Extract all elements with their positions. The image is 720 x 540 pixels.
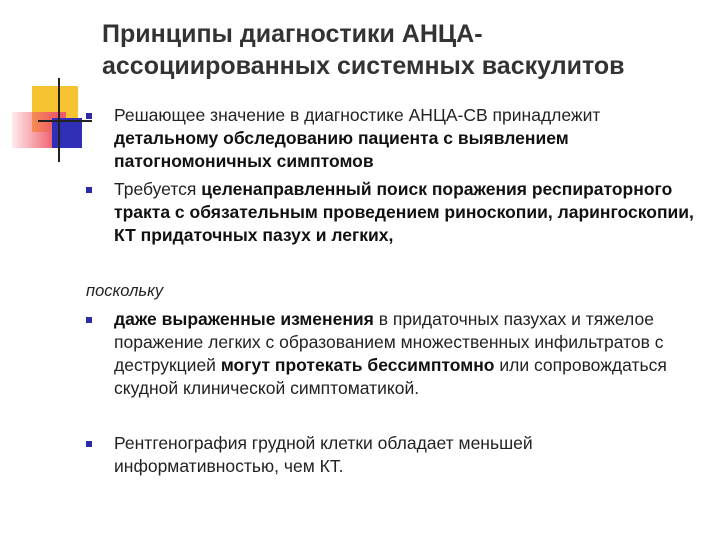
list-item xyxy=(86,104,696,173)
bullet-square-icon xyxy=(86,113,92,119)
bullet-square-icon xyxy=(86,317,92,323)
bullet-square-icon xyxy=(86,187,92,193)
bullet-text: Требуется целенаправленный поиск поражения респираторного тракта с обязательным проведением риноскопии, ларингоскопии, КТ придаточных пазух и легких, xyxy=(114,179,694,245)
list-item xyxy=(86,178,696,247)
bullet-square-icon xyxy=(86,441,92,447)
list-item xyxy=(86,432,696,478)
since-label: поскольку xyxy=(86,282,164,300)
horizontal-line xyxy=(38,120,92,122)
bullet-text: даже выраженные изменения в придаточных пазухах и тяжелое поражение легких с образованием множественных инфильтратов с деструкцией могут протекать бессимптомно или сопровождаться скудной клинической симптоматикой. xyxy=(114,309,667,398)
blue-square xyxy=(52,118,82,148)
bullet-text: Решающее значение в диагностике АНЦА-СВ принадлежит детальному обследованию пациента с выявлением патогномоничных симптомов xyxy=(114,105,601,171)
bullet-text: Рентгенография грудной клетки обладает меньшей информативностью, чем КТ. xyxy=(114,433,533,476)
slide-title: Принципы диагностики АНЦА-ассоциированных системных васкулитов xyxy=(102,20,625,80)
list-item xyxy=(86,308,696,400)
